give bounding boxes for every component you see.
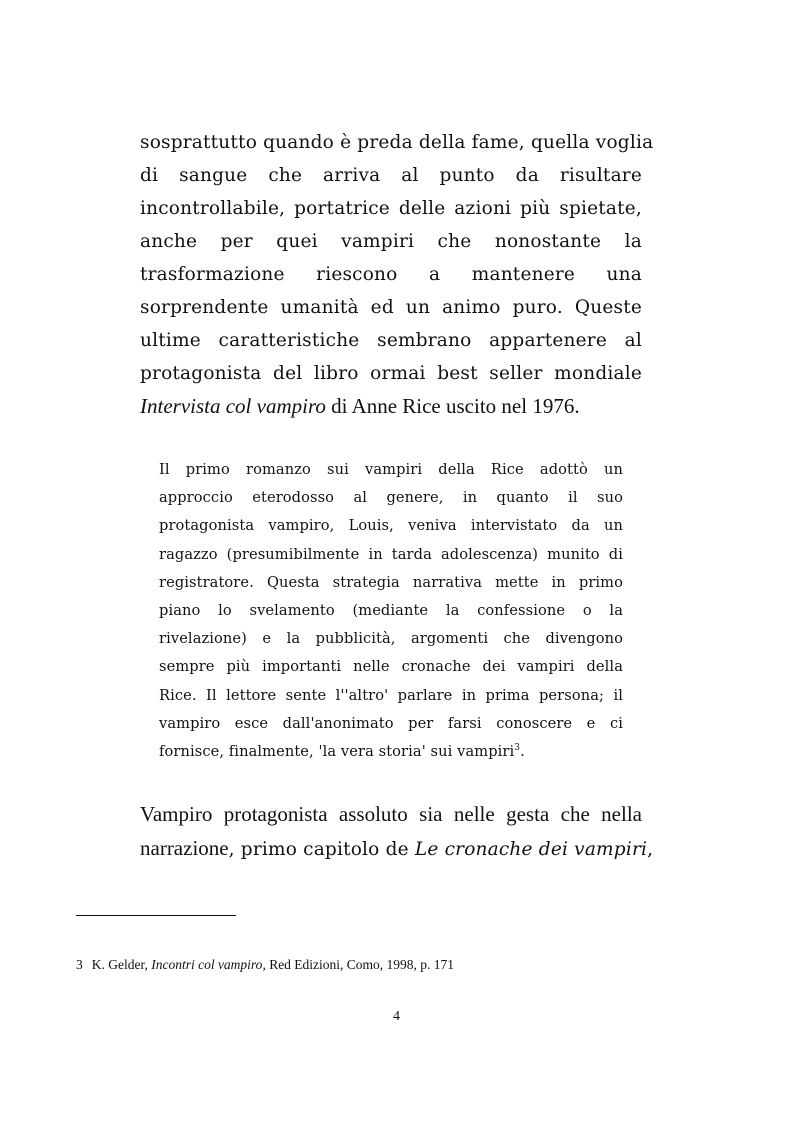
text-line: sorprendente umanità ed un animo puro. Queste xyxy=(140,297,642,318)
book-title: Le cronache dei vampiri xyxy=(414,839,648,860)
text-fragment: . xyxy=(520,743,525,761)
text-line: trasformazione riescono a mantenere una xyxy=(140,264,642,285)
body-paragraph-2 xyxy=(140,798,654,866)
quote-line: rivelazione) e la pubblicità, argomenti che divengono xyxy=(159,630,623,648)
book-title: Intervista col vampiro xyxy=(140,394,326,418)
text-fragment: fornisce, finalmente, 'la vera storia' sui vampiri xyxy=(159,743,515,761)
footnote-author: K. Gelder, xyxy=(91,957,152,972)
quote-line: protagonista vampiro, Louis, veniva intervistato da un xyxy=(159,517,623,535)
footnote-title: Incontri col vampiro xyxy=(151,957,263,972)
text-fragment: di Anne Rice uscito nel 1976. xyxy=(325,394,580,418)
footnote-separator xyxy=(76,915,236,916)
quote-line: ragazzo (presumibilmente in tarda adolescenza) munito di xyxy=(159,545,623,563)
quote-line: Il primo romanzo sui vampiri della Rice adottò un xyxy=(159,461,623,478)
footnote xyxy=(76,956,454,974)
text-fragment: narrazione xyxy=(140,836,229,860)
quote-line: registratore. Questa strategia narrativa mette in primo xyxy=(159,573,623,591)
text-fragment: Vampiro xyxy=(140,802,213,826)
footnote-number: 3 xyxy=(76,957,83,972)
text-line: ultime caratteristiche sembrano appartenere al xyxy=(140,330,642,351)
text-line xyxy=(140,832,654,866)
text-line: sosprattutto quando è preda della fame, quella voglia xyxy=(140,132,654,153)
text-line xyxy=(140,798,642,832)
quote-line: approccio eterodosso al genere, in quanto il suo xyxy=(159,489,623,507)
footnote-details: , Red Edizioni, Como, 1998, p. 171 xyxy=(262,957,455,972)
text-line: di sangue che arriva al punto da risultare xyxy=(140,165,642,186)
text-line: incontrollabile, portatrice delle azioni più spietate, xyxy=(140,198,642,219)
quote-line xyxy=(159,738,623,766)
text-line: protagonista del libro ormai best seller mondiale xyxy=(140,363,642,384)
body-paragraph-1 xyxy=(140,126,654,424)
text-fragment: protagonista assoluto sia nelle gesta che nella xyxy=(212,802,642,826)
footnote-reference: 3 xyxy=(514,743,521,754)
quote-line: vampiro esce dall'anonimato per farsi conoscere e ci xyxy=(159,714,623,732)
page-number: 4 xyxy=(393,1009,400,1024)
text-fragment: , primo capitolo de xyxy=(228,839,415,860)
quote-line: piano lo svelamento (mediante la confessione o la xyxy=(159,602,623,620)
quote-line: sempre più importanti nelle cronache dei vampiri della xyxy=(159,658,623,676)
text-line xyxy=(140,390,642,424)
quote-line: Rice. Il lettore sente l''altro' parlare in prima persona; il xyxy=(159,686,623,704)
text-line: anche per quei vampiri che nonostante la xyxy=(140,231,642,252)
block-quote xyxy=(159,456,623,766)
text-fragment: , xyxy=(647,839,654,860)
